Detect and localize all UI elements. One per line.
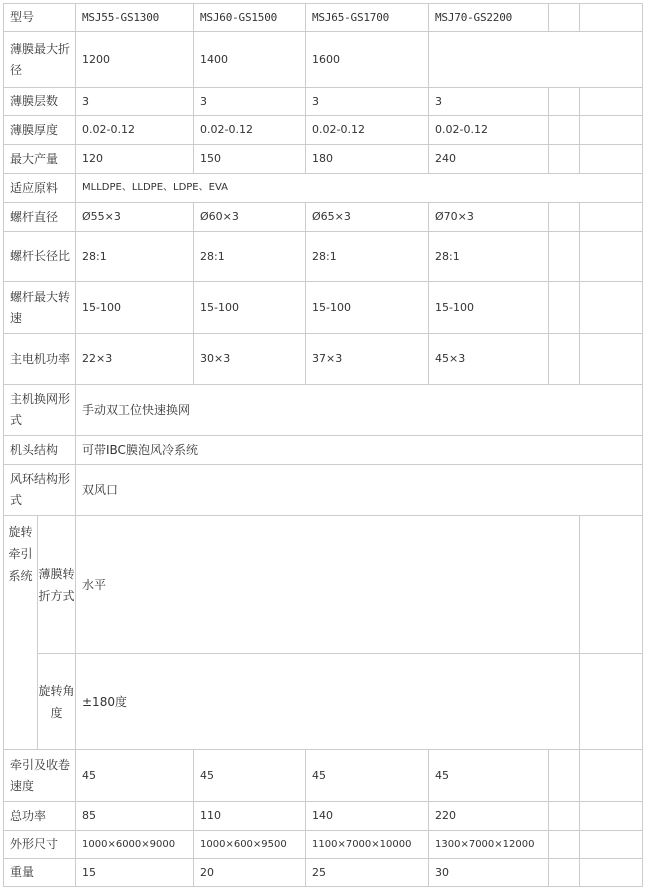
table-row	[4, 831, 643, 859]
row-label: 主机换网形式	[4, 385, 76, 436]
value-cell: Ø65×3	[306, 203, 429, 232]
value-cell: 45	[429, 750, 549, 802]
row-label: 重量	[4, 859, 76, 887]
value-cell: 15-100	[194, 282, 306, 334]
table-row	[4, 859, 643, 887]
empty-cell	[580, 516, 643, 654]
value-cell: 0.02-0.12	[429, 116, 549, 145]
value-cell: 手动双工位快速换网	[76, 385, 643, 436]
value-cell: 28:1	[429, 232, 549, 282]
value-cell: MLLDPE、LLDPE、LDPE、EVA	[76, 174, 643, 203]
value-cell	[429, 32, 643, 88]
table-row	[4, 145, 643, 174]
table-row	[4, 802, 643, 831]
value-cell: 28:1	[76, 232, 194, 282]
empty-cell	[580, 88, 643, 116]
value-cell: 30×3	[194, 334, 306, 385]
value-cell: 15-100	[306, 282, 429, 334]
table-row	[4, 750, 643, 802]
value-cell: ±180度	[76, 654, 580, 750]
empty-cell	[580, 831, 643, 859]
row-label: 牵引及收卷速度	[4, 750, 76, 802]
empty-cell	[549, 859, 580, 887]
row-label: 薄膜最大折径	[4, 32, 76, 88]
empty-cell	[580, 203, 643, 232]
value-cell: 1200	[76, 32, 194, 88]
table-row	[4, 516, 643, 654]
row-label: 风环结构形式	[4, 465, 76, 516]
row-label: 外形尺寸	[4, 831, 76, 859]
row-label: 主电机功率	[4, 334, 76, 385]
value-cell: 150	[194, 145, 306, 174]
row-label: 螺杆最大转速	[4, 282, 76, 334]
empty-cell	[580, 802, 643, 831]
value-cell: 1600	[306, 32, 429, 88]
row-label: 适应原料	[4, 174, 76, 203]
empty-cell	[549, 116, 580, 145]
value-cell: 15-100	[429, 282, 549, 334]
value-cell: 1000×600×9500	[194, 831, 306, 859]
value-cell: 180	[306, 145, 429, 174]
value-cell: 85	[76, 802, 194, 831]
table-row	[4, 174, 643, 203]
empty-cell	[549, 4, 580, 32]
rotary-group-label: 旋转牵引系统	[4, 516, 38, 750]
row-label: 薄膜转折方式	[38, 516, 76, 654]
value-cell: 45	[306, 750, 429, 802]
value-cell: Ø70×3	[429, 203, 549, 232]
value-cell: 3	[194, 88, 306, 116]
table-row	[4, 32, 643, 88]
value-cell: 3	[76, 88, 194, 116]
header-model-label: 型号	[4, 4, 76, 32]
empty-cell	[580, 145, 643, 174]
value-cell: 45×3	[429, 334, 549, 385]
table-row	[4, 334, 643, 385]
value-cell: 1400	[194, 32, 306, 88]
empty-cell	[549, 334, 580, 385]
table-row	[4, 88, 643, 116]
empty-cell	[580, 750, 643, 802]
value-cell: 1000×6000×9000	[76, 831, 194, 859]
value-cell: Ø60×3	[194, 203, 306, 232]
value-cell: Ø55×3	[76, 203, 194, 232]
row-label: 螺杆直径	[4, 203, 76, 232]
value-cell: 30	[429, 859, 549, 887]
model-cell: MSJ60-GS1500	[194, 4, 306, 32]
value-cell: 240	[429, 145, 549, 174]
value-cell: 45	[76, 750, 194, 802]
model-cell: MSJ55-GS1300	[76, 4, 194, 32]
value-cell: 15-100	[76, 282, 194, 334]
value-cell: 110	[194, 802, 306, 831]
table-row	[4, 436, 643, 465]
value-cell: 140	[306, 802, 429, 831]
row-label: 螺杆长径比	[4, 232, 76, 282]
empty-cell	[580, 232, 643, 282]
value-cell: 120	[76, 145, 194, 174]
empty-cell	[580, 334, 643, 385]
empty-cell	[549, 88, 580, 116]
empty-cell	[549, 750, 580, 802]
empty-cell	[549, 203, 580, 232]
value-cell: 25	[306, 859, 429, 887]
spec-table	[3, 3, 643, 887]
table-row	[4, 465, 643, 516]
value-cell: 0.02-0.12	[194, 116, 306, 145]
model-cell: MSJ65-GS1700	[306, 4, 429, 32]
value-cell: 220	[429, 802, 549, 831]
model-cell: MSJ70-GS2200	[429, 4, 549, 32]
row-label: 总功率	[4, 802, 76, 831]
row-label: 旋转角度	[38, 654, 76, 750]
table-row	[4, 4, 643, 32]
table-row	[4, 232, 643, 282]
table-row	[4, 116, 643, 145]
empty-cell	[549, 145, 580, 174]
table-row	[4, 654, 643, 750]
value-cell: 15	[76, 859, 194, 887]
empty-cell	[549, 802, 580, 831]
value-cell: 可带IBC膜泡风冷系统	[76, 436, 643, 465]
empty-cell	[580, 4, 643, 32]
value-cell: 0.02-0.12	[306, 116, 429, 145]
empty-cell	[580, 282, 643, 334]
row-label: 薄膜层数	[4, 88, 76, 116]
value-cell: 3	[306, 88, 429, 116]
row-label: 机头结构	[4, 436, 76, 465]
empty-cell	[580, 654, 643, 750]
row-label: 最大产量	[4, 145, 76, 174]
value-cell: 22×3	[76, 334, 194, 385]
value-cell: 双风口	[76, 465, 643, 516]
value-cell: 3	[429, 88, 549, 116]
table-row	[4, 203, 643, 232]
value-cell: 45	[194, 750, 306, 802]
value-cell: 1100×7000×10000	[306, 831, 429, 859]
value-cell: 28:1	[306, 232, 429, 282]
empty-cell	[549, 831, 580, 859]
value-cell: 水平	[76, 516, 580, 654]
value-cell: 20	[194, 859, 306, 887]
value-cell: 28:1	[194, 232, 306, 282]
value-cell: 0.02-0.12	[76, 116, 194, 145]
row-label: 薄膜厚度	[4, 116, 76, 145]
table-row	[4, 282, 643, 334]
empty-cell	[549, 282, 580, 334]
empty-cell	[580, 859, 643, 887]
empty-cell	[580, 116, 643, 145]
table-row	[4, 385, 643, 436]
value-cell: 37×3	[306, 334, 429, 385]
value-cell: 1300×7000×12000	[429, 831, 549, 859]
empty-cell	[549, 232, 580, 282]
